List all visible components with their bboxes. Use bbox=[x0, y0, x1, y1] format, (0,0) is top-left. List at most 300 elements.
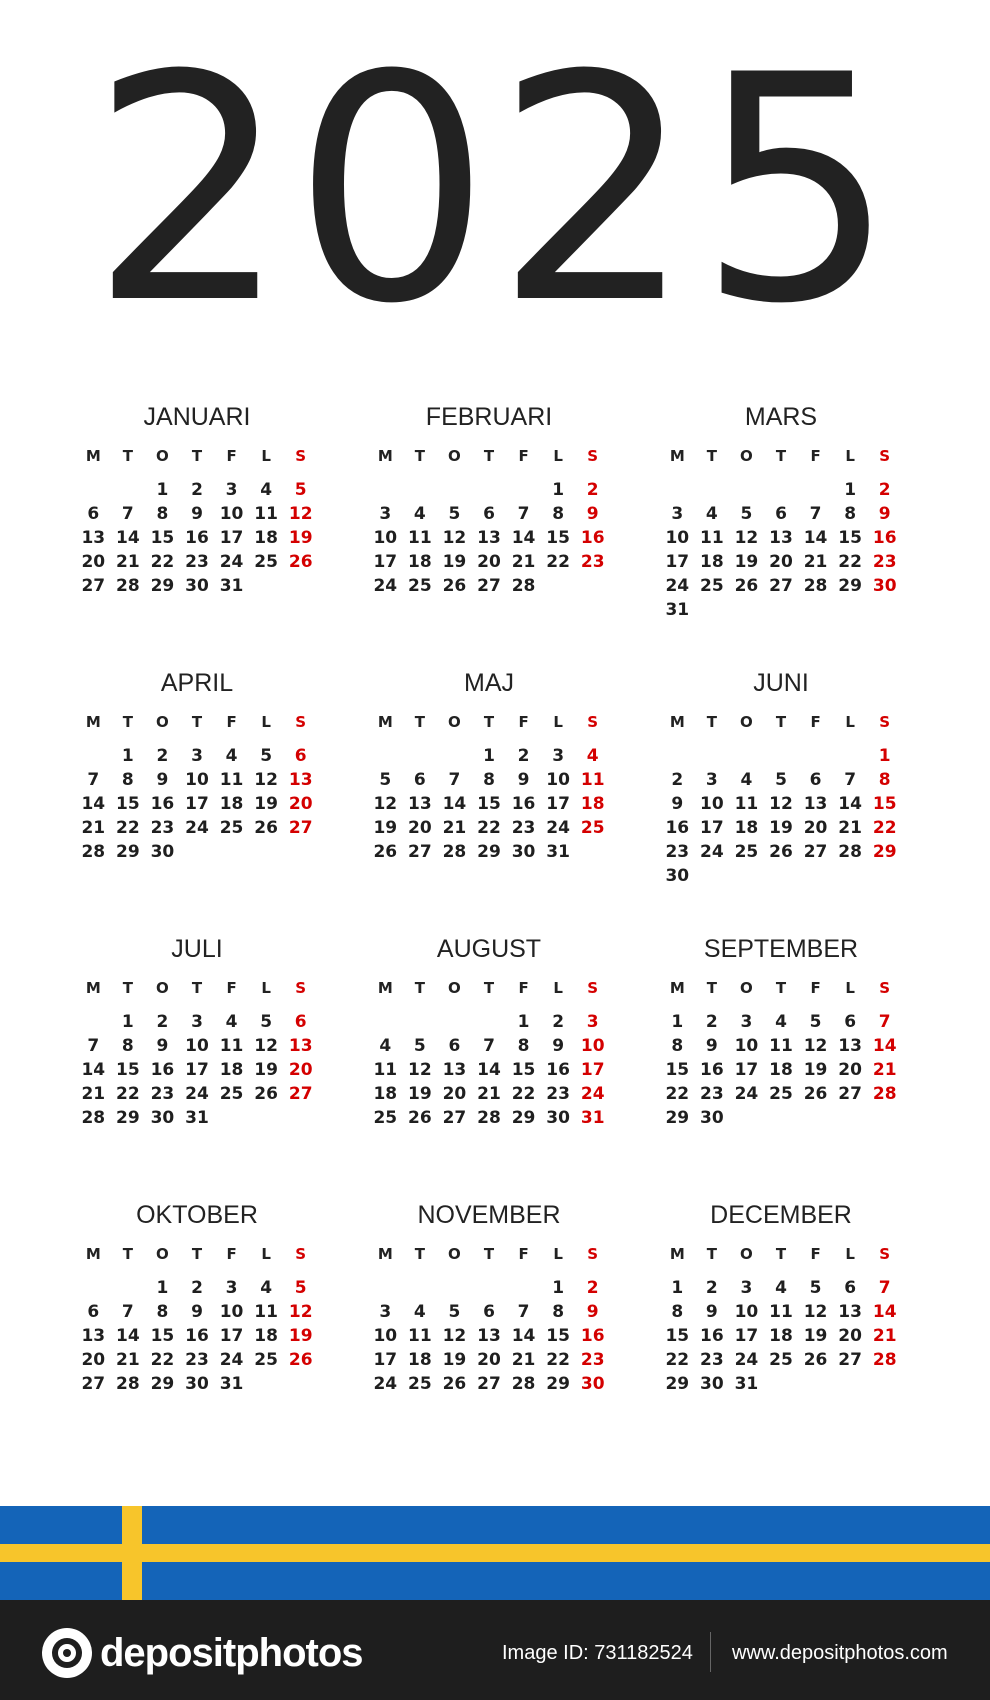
day-cell: 6 bbox=[87, 1302, 100, 1322]
day-cell: 30 bbox=[872, 576, 897, 596]
day-cell: 16 bbox=[700, 1326, 724, 1346]
day-cell: 8 bbox=[121, 770, 134, 790]
weekday-label: T bbox=[706, 979, 717, 997]
day-cell: 21 bbox=[116, 1350, 140, 1370]
day-cell: 13 bbox=[477, 528, 501, 548]
day-cell: 19 bbox=[769, 818, 793, 838]
day-cell: 24 bbox=[580, 1084, 605, 1104]
day-cell: 9 bbox=[552, 1036, 565, 1056]
month-name: FEBRUARI bbox=[425, 403, 553, 431]
weekday-label: T bbox=[191, 1245, 203, 1263]
empty-day-cell bbox=[798, 478, 833, 502]
day-cell: 1 bbox=[483, 746, 495, 766]
weekday-header bbox=[76, 444, 318, 468]
weekday-label: S bbox=[879, 447, 891, 465]
day-cell: 17 bbox=[734, 1060, 759, 1080]
day-cell: 2 bbox=[517, 746, 530, 766]
weekday-label: T bbox=[706, 447, 717, 465]
weekday-label: O bbox=[156, 1245, 169, 1263]
month-name: AUGUST bbox=[436, 935, 542, 963]
weekday-label: M bbox=[669, 979, 685, 997]
day-cell: 14 bbox=[872, 1036, 897, 1056]
day-cell: 22 bbox=[116, 1084, 140, 1104]
day-cell: 28 bbox=[872, 1350, 897, 1370]
day-cell: 6 bbox=[448, 1036, 461, 1056]
day-cell: 3 bbox=[586, 1012, 599, 1032]
day-cell: 26 bbox=[803, 1084, 828, 1104]
day-cell: 4 bbox=[413, 1302, 426, 1322]
day-cell: 27 bbox=[81, 576, 106, 596]
day-cell: 11 bbox=[254, 504, 278, 524]
day-cell: 20 bbox=[442, 1084, 467, 1104]
day-cell: 12 bbox=[288, 1302, 313, 1322]
day-cell: 6 bbox=[294, 746, 307, 766]
day-cell: 12 bbox=[408, 1060, 432, 1080]
day-cell: 19 bbox=[803, 1060, 828, 1080]
weekday-label: L bbox=[553, 713, 563, 731]
day-cell: 26 bbox=[734, 576, 759, 596]
day-cell: 17 bbox=[546, 794, 570, 814]
day-cell: 21 bbox=[872, 1060, 897, 1080]
day-cell: 11 bbox=[700, 528, 724, 548]
day-cell: 30 bbox=[700, 1374, 724, 1394]
weekday-label: T bbox=[414, 979, 425, 997]
day-cell: 10 bbox=[665, 528, 690, 548]
day-cell: 17 bbox=[665, 552, 690, 572]
empty-day-cell bbox=[368, 1010, 403, 1034]
day-cell: 21 bbox=[116, 552, 140, 572]
day-cell: 15 bbox=[872, 794, 897, 814]
day-cell: 15 bbox=[150, 1326, 175, 1346]
dates-grid bbox=[368, 1276, 610, 1396]
empty-day-cell bbox=[798, 744, 833, 768]
day-cell: 16 bbox=[700, 1060, 724, 1080]
day-cell: 11 bbox=[254, 1302, 278, 1322]
day-cell: 26 bbox=[254, 1084, 278, 1104]
day-cell: 10 bbox=[185, 1036, 209, 1056]
day-cell: 10 bbox=[219, 1302, 244, 1322]
day-cell: 1 bbox=[844, 480, 857, 500]
day-cell: 24 bbox=[665, 576, 690, 596]
day-cell: 29 bbox=[150, 1374, 175, 1394]
day-cell: 3 bbox=[671, 504, 684, 524]
month-name: JUNI bbox=[753, 669, 809, 697]
day-cell: 27 bbox=[288, 818, 313, 838]
day-cell: 15 bbox=[116, 1060, 140, 1080]
day-cell: 30 bbox=[150, 842, 175, 862]
day-cell: 13 bbox=[769, 528, 793, 548]
day-cell: 5 bbox=[809, 1278, 822, 1298]
day-cell: 25 bbox=[254, 552, 278, 572]
day-cell: 7 bbox=[87, 770, 100, 790]
weekday-label: O bbox=[740, 979, 753, 997]
day-cell: 23 bbox=[580, 552, 605, 572]
day-cell: 21 bbox=[81, 818, 106, 838]
day-cell: 22 bbox=[477, 818, 501, 838]
day-cell: 31 bbox=[219, 576, 244, 596]
day-cell: 24 bbox=[546, 818, 570, 838]
day-cell: 30 bbox=[185, 1374, 209, 1394]
day-cell: 25 bbox=[580, 818, 605, 838]
day-cell: 4 bbox=[775, 1012, 787, 1032]
weekday-label: L bbox=[845, 447, 855, 465]
day-cell: 11 bbox=[769, 1036, 793, 1056]
day-cell: 8 bbox=[671, 1302, 684, 1322]
day-cell: 14 bbox=[116, 1326, 140, 1346]
day-cell: 23 bbox=[546, 1084, 570, 1104]
weekday-label: T bbox=[122, 979, 133, 997]
month-name: OKTOBER bbox=[136, 1201, 258, 1229]
day-cell: 11 bbox=[580, 770, 605, 790]
empty-day-cell bbox=[764, 744, 799, 768]
day-cell: 6 bbox=[413, 770, 426, 790]
day-cell: 19 bbox=[734, 552, 759, 572]
day-cell: 17 bbox=[219, 528, 244, 548]
weekday-label: T bbox=[775, 447, 787, 465]
day-cell: 31 bbox=[580, 1108, 605, 1128]
empty-day-cell bbox=[437, 478, 472, 502]
day-cell: 20 bbox=[288, 794, 313, 814]
day-cell: 23 bbox=[700, 1350, 724, 1370]
day-cell: 15 bbox=[150, 528, 175, 548]
day-cell: 11 bbox=[219, 1036, 244, 1056]
weekday-label: T bbox=[775, 713, 787, 731]
empty-day-cell bbox=[76, 1276, 111, 1300]
day-cell: 15 bbox=[665, 1060, 690, 1080]
day-cell: 8 bbox=[483, 770, 495, 790]
day-cell: 27 bbox=[838, 1350, 862, 1370]
weekday-label: F bbox=[518, 1245, 529, 1263]
day-cell: 16 bbox=[150, 1060, 175, 1080]
day-cell: 18 bbox=[254, 528, 278, 548]
weekday-label: F bbox=[810, 713, 821, 731]
month-block bbox=[368, 402, 610, 668]
day-cell: 25 bbox=[700, 576, 724, 596]
empty-day-cell bbox=[729, 478, 764, 502]
day-cell: 3 bbox=[379, 1302, 392, 1322]
day-cell: 20 bbox=[477, 552, 501, 572]
weekday-label: T bbox=[191, 447, 203, 465]
day-cell: 8 bbox=[156, 504, 169, 524]
day-cell: 22 bbox=[838, 552, 862, 572]
day-cell: 9 bbox=[156, 770, 169, 790]
dates-grid bbox=[76, 1010, 318, 1130]
day-cell: 14 bbox=[803, 528, 828, 548]
weekday-label: T bbox=[483, 447, 495, 465]
day-cell: 20 bbox=[477, 1350, 501, 1370]
months-grid bbox=[76, 402, 934, 1466]
day-cell: 21 bbox=[803, 552, 828, 572]
day-cell: 15 bbox=[665, 1326, 690, 1346]
day-cell: 2 bbox=[586, 1278, 599, 1298]
weekday-label: T bbox=[483, 713, 495, 731]
day-cell: 3 bbox=[740, 1012, 753, 1032]
day-cell: 24 bbox=[219, 552, 244, 572]
weekday-label: M bbox=[85, 979, 101, 997]
day-cell: 3 bbox=[705, 770, 718, 790]
day-cell: 25 bbox=[734, 842, 759, 862]
day-cell: 30 bbox=[580, 1374, 605, 1394]
day-cell: 17 bbox=[734, 1326, 759, 1346]
weekday-label: T bbox=[775, 1245, 787, 1263]
day-cell: 14 bbox=[511, 528, 536, 548]
day-cell: 20 bbox=[408, 818, 432, 838]
empty-day-cell bbox=[403, 1010, 438, 1034]
day-cell: 29 bbox=[511, 1108, 536, 1128]
day-cell: 3 bbox=[552, 746, 565, 766]
weekday-label: M bbox=[669, 447, 685, 465]
day-cell: 25 bbox=[769, 1084, 793, 1104]
weekday-label: O bbox=[448, 979, 461, 997]
weekday-header bbox=[368, 1242, 610, 1266]
day-cell: 8 bbox=[844, 504, 857, 524]
day-cell: 14 bbox=[81, 794, 106, 814]
day-cell: 4 bbox=[379, 1036, 392, 1056]
flag-cross-horizontal bbox=[0, 1544, 990, 1562]
weekday-label: M bbox=[377, 979, 393, 997]
weekday-label: O bbox=[448, 447, 461, 465]
day-cell: 2 bbox=[156, 1012, 169, 1032]
empty-day-cell bbox=[472, 1276, 507, 1300]
day-cell: 25 bbox=[219, 1084, 244, 1104]
day-cell: 10 bbox=[185, 770, 209, 790]
day-cell: 12 bbox=[442, 1326, 467, 1346]
day-cell: 29 bbox=[150, 576, 175, 596]
day-cell: 6 bbox=[483, 504, 495, 524]
weekday-label: T bbox=[775, 979, 787, 997]
day-cell: 26 bbox=[442, 576, 467, 596]
day-cell: 13 bbox=[408, 794, 432, 814]
day-cell: 14 bbox=[511, 1326, 536, 1346]
day-cell: 26 bbox=[288, 1350, 313, 1370]
day-cell: 12 bbox=[442, 528, 467, 548]
empty-day-cell bbox=[729, 744, 764, 768]
day-cell: 16 bbox=[665, 818, 690, 838]
weekday-label: T bbox=[122, 447, 133, 465]
empty-day-cell bbox=[368, 1276, 403, 1300]
day-cell: 12 bbox=[373, 794, 398, 814]
day-cell: 23 bbox=[665, 842, 690, 862]
day-cell: 4 bbox=[260, 1278, 273, 1298]
day-cell: 26 bbox=[373, 842, 398, 862]
weekday-label: T bbox=[483, 979, 495, 997]
day-cell: 21 bbox=[442, 818, 467, 838]
day-cell: 3 bbox=[225, 1278, 238, 1298]
day-cell: 3 bbox=[225, 480, 238, 500]
day-cell: 4 bbox=[586, 746, 599, 766]
empty-day-cell bbox=[76, 744, 111, 768]
day-cell: 24 bbox=[734, 1084, 759, 1104]
camera-lens-icon bbox=[40, 1626, 94, 1680]
day-cell: 21 bbox=[511, 552, 536, 572]
day-cell: 9 bbox=[586, 1302, 599, 1322]
day-cell: 22 bbox=[665, 1350, 690, 1370]
day-cell: 16 bbox=[185, 1326, 209, 1346]
day-cell: 7 bbox=[121, 504, 134, 524]
month-block bbox=[76, 402, 318, 668]
weekday-label: L bbox=[261, 979, 271, 997]
month-block bbox=[76, 934, 318, 1200]
day-cell: 8 bbox=[552, 504, 565, 524]
day-cell: 28 bbox=[81, 842, 106, 862]
day-cell: 8 bbox=[156, 1302, 169, 1322]
day-cell: 22 bbox=[116, 818, 140, 838]
watermark-footer bbox=[0, 1600, 990, 1700]
day-cell: 14 bbox=[442, 794, 467, 814]
day-cell: 14 bbox=[872, 1302, 897, 1322]
weekday-label: L bbox=[553, 447, 563, 465]
day-cell: 7 bbox=[878, 1278, 891, 1298]
day-cell: 3 bbox=[379, 504, 392, 524]
day-cell: 21 bbox=[81, 1084, 106, 1104]
day-cell: 6 bbox=[809, 770, 822, 790]
weekday-label: O bbox=[156, 979, 169, 997]
day-cell: 8 bbox=[517, 1036, 530, 1056]
empty-day-cell bbox=[368, 744, 403, 768]
weekday-label: T bbox=[191, 713, 203, 731]
day-cell: 5 bbox=[413, 1036, 426, 1056]
day-cell: 25 bbox=[254, 1350, 278, 1370]
weekday-label: T bbox=[483, 1245, 495, 1263]
day-cell: 9 bbox=[156, 1036, 169, 1056]
day-cell: 17 bbox=[185, 1060, 209, 1080]
day-cell: 14 bbox=[838, 794, 862, 814]
weekday-label: F bbox=[810, 447, 821, 465]
weekday-label: O bbox=[740, 713, 753, 731]
day-cell: 20 bbox=[81, 1350, 106, 1370]
empty-day-cell bbox=[695, 478, 730, 502]
day-cell: 24 bbox=[185, 1084, 209, 1104]
day-cell: 30 bbox=[511, 842, 536, 862]
day-cell: 27 bbox=[408, 842, 432, 862]
day-cell: 12 bbox=[288, 504, 313, 524]
empty-day-cell bbox=[437, 744, 472, 768]
weekday-label: F bbox=[226, 713, 237, 731]
day-cell: 19 bbox=[442, 552, 467, 572]
day-cell: 4 bbox=[260, 480, 273, 500]
day-cell: 24 bbox=[734, 1350, 759, 1370]
day-cell: 27 bbox=[288, 1084, 313, 1104]
day-cell: 16 bbox=[580, 528, 605, 548]
empty-day-cell bbox=[660, 744, 695, 768]
weekday-label: T bbox=[122, 1245, 133, 1263]
weekday-label: M bbox=[377, 1245, 393, 1263]
day-cell: 4 bbox=[740, 770, 753, 790]
month-block bbox=[660, 402, 902, 668]
site-url: www.depositphotos.com bbox=[732, 1642, 948, 1664]
day-cell: 28 bbox=[116, 576, 140, 596]
day-cell: 6 bbox=[87, 504, 100, 524]
day-cell: 28 bbox=[116, 1374, 140, 1394]
day-cell: 17 bbox=[373, 1350, 398, 1370]
day-cell: 19 bbox=[254, 794, 278, 814]
day-cell: 13 bbox=[442, 1060, 467, 1080]
flag-cross-vertical bbox=[122, 1506, 142, 1600]
day-cell: 7 bbox=[517, 504, 530, 524]
day-cell: 20 bbox=[838, 1326, 862, 1346]
weekday-label: L bbox=[261, 713, 271, 731]
day-cell: 3 bbox=[191, 1012, 203, 1032]
day-cell: 20 bbox=[803, 818, 828, 838]
empty-day-cell bbox=[111, 478, 146, 502]
day-cell: 17 bbox=[580, 1060, 605, 1080]
day-cell: 7 bbox=[448, 770, 461, 790]
weekday-label: L bbox=[261, 447, 271, 465]
day-cell: 2 bbox=[191, 1278, 203, 1298]
day-cell: 6 bbox=[844, 1012, 857, 1032]
day-cell: 21 bbox=[872, 1326, 897, 1346]
day-cell: 15 bbox=[477, 794, 501, 814]
day-cell: 13 bbox=[288, 770, 313, 790]
dates-grid bbox=[76, 744, 318, 864]
day-cell: 3 bbox=[740, 1278, 753, 1298]
day-cell: 25 bbox=[373, 1108, 398, 1128]
day-cell: 1 bbox=[878, 746, 891, 766]
day-cell: 17 bbox=[373, 552, 398, 572]
day-cell: 18 bbox=[219, 1060, 244, 1080]
weekday-label: F bbox=[226, 1245, 237, 1263]
day-cell: 9 bbox=[671, 794, 684, 814]
day-cell: 26 bbox=[769, 842, 793, 862]
day-cell: 2 bbox=[586, 480, 599, 500]
empty-day-cell bbox=[437, 1276, 472, 1300]
weekday-label: M bbox=[85, 1245, 101, 1263]
day-cell: 29 bbox=[116, 1108, 140, 1128]
weekday-header bbox=[76, 710, 318, 734]
day-cell: 18 bbox=[580, 794, 605, 814]
day-cell: 22 bbox=[511, 1084, 536, 1104]
weekday-header bbox=[660, 444, 902, 468]
weekday-label: S bbox=[879, 1245, 891, 1263]
day-cell: 23 bbox=[185, 552, 209, 572]
calendar-year: 2025 bbox=[89, 8, 900, 372]
weekday-label: T bbox=[414, 713, 425, 731]
day-cell: 21 bbox=[838, 818, 862, 838]
empty-day-cell bbox=[111, 1276, 146, 1300]
empty-day-cell bbox=[403, 478, 438, 502]
day-cell: 24 bbox=[373, 576, 398, 596]
day-cell: 19 bbox=[254, 1060, 278, 1080]
day-cell: 2 bbox=[671, 770, 684, 790]
day-cell: 8 bbox=[878, 770, 891, 790]
empty-day-cell bbox=[764, 478, 799, 502]
day-cell: 1 bbox=[156, 1278, 169, 1298]
day-cell: 5 bbox=[809, 1012, 822, 1032]
day-cell: 10 bbox=[734, 1036, 759, 1056]
day-cell: 20 bbox=[81, 552, 106, 572]
day-cell: 4 bbox=[225, 746, 238, 766]
swedish-flag-band bbox=[0, 1506, 990, 1600]
day-cell: 4 bbox=[225, 1012, 238, 1032]
day-cell: 6 bbox=[294, 1012, 307, 1032]
weekday-label: M bbox=[669, 713, 685, 731]
day-cell: 11 bbox=[373, 1060, 398, 1080]
day-cell: 19 bbox=[442, 1350, 467, 1370]
day-cell: 3 bbox=[191, 746, 203, 766]
weekday-label: S bbox=[295, 979, 307, 997]
day-cell: 6 bbox=[844, 1278, 857, 1298]
weekday-label: T bbox=[706, 713, 717, 731]
day-cell: 11 bbox=[408, 528, 432, 548]
day-cell: 27 bbox=[477, 1374, 501, 1394]
day-cell: 7 bbox=[517, 1302, 530, 1322]
day-cell: 12 bbox=[734, 528, 759, 548]
day-cell: 5 bbox=[448, 504, 461, 524]
day-cell: 28 bbox=[803, 576, 828, 596]
day-cell: 27 bbox=[803, 842, 828, 862]
day-cell: 9 bbox=[705, 1302, 718, 1322]
day-cell: 23 bbox=[511, 818, 536, 838]
